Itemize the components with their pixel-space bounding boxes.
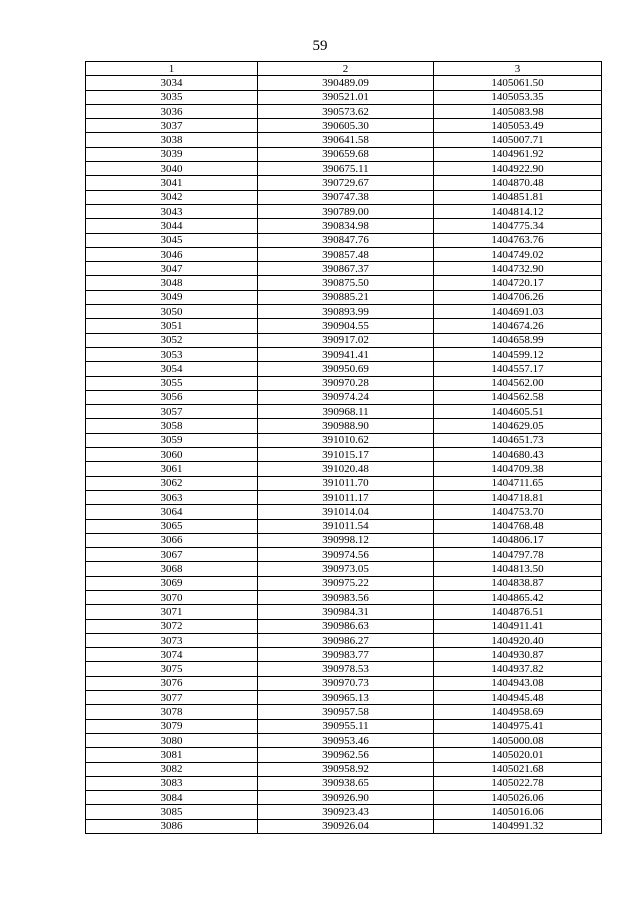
cell-x-coordinate: 390988.90 [258, 419, 434, 433]
cell-x-coordinate: 390489.09 [258, 76, 434, 90]
table-row [86, 505, 602, 519]
table-row [86, 219, 602, 233]
cell-point-number: 3038 [86, 133, 258, 147]
cell-x-coordinate: 391020.48 [258, 462, 434, 476]
table-row [86, 705, 602, 719]
cell-x-coordinate: 390573.62 [258, 104, 434, 118]
table-row [86, 476, 602, 490]
cell-x-coordinate: 390983.77 [258, 648, 434, 662]
cell-y-coordinate: 1404814.12 [434, 204, 602, 218]
cell-x-coordinate: 390729.67 [258, 176, 434, 190]
cell-x-coordinate: 390983.56 [258, 590, 434, 604]
cell-point-number: 3066 [86, 533, 258, 547]
table-row [86, 190, 602, 204]
cell-point-number: 3080 [86, 733, 258, 747]
table-row [86, 590, 602, 604]
cell-point-number: 3044 [86, 219, 258, 233]
cell-point-number: 3077 [86, 691, 258, 705]
cell-point-number: 3064 [86, 505, 258, 519]
cell-point-number: 3082 [86, 762, 258, 776]
cell-y-coordinate: 1404562.58 [434, 390, 602, 404]
cell-x-coordinate: 390955.11 [258, 719, 434, 733]
table-row [86, 405, 602, 419]
cell-y-coordinate: 1404911.41 [434, 619, 602, 633]
cell-x-coordinate: 390875.50 [258, 276, 434, 290]
cell-y-coordinate: 1404562.00 [434, 376, 602, 390]
cell-y-coordinate: 1404658.99 [434, 333, 602, 347]
table-row [86, 133, 602, 147]
cell-y-coordinate: 1404651.73 [434, 433, 602, 447]
cell-y-coordinate: 1404753.70 [434, 505, 602, 519]
cell-point-number: 3045 [86, 233, 258, 247]
cell-point-number: 3062 [86, 476, 258, 490]
cell-x-coordinate: 390926.90 [258, 791, 434, 805]
table-row [86, 576, 602, 590]
cell-point-number: 3035 [86, 90, 258, 104]
cell-x-coordinate: 390867.37 [258, 262, 434, 276]
cell-y-coordinate: 1404945.48 [434, 691, 602, 705]
table-row [86, 319, 602, 333]
cell-y-coordinate: 1404937.82 [434, 662, 602, 676]
cell-x-coordinate: 391011.54 [258, 519, 434, 533]
cell-point-number: 3079 [86, 719, 258, 733]
cell-y-coordinate: 1404838.87 [434, 576, 602, 590]
cell-y-coordinate: 1404943.08 [434, 676, 602, 690]
cell-y-coordinate: 1404763.76 [434, 233, 602, 247]
table-row [86, 533, 602, 547]
cell-y-coordinate: 1404958.69 [434, 705, 602, 719]
table-row [86, 290, 602, 304]
cell-x-coordinate: 390641.58 [258, 133, 434, 147]
cell-point-number: 3046 [86, 247, 258, 261]
cell-y-coordinate: 1404709.38 [434, 462, 602, 476]
table-header [86, 62, 602, 76]
cell-point-number: 3067 [86, 548, 258, 562]
cell-x-coordinate: 390958.92 [258, 762, 434, 776]
cell-x-coordinate: 390938.65 [258, 776, 434, 790]
cell-point-number: 3084 [86, 791, 258, 805]
table-body [86, 76, 602, 834]
table-row [86, 662, 602, 676]
cell-point-number: 3041 [86, 176, 258, 190]
cell-point-number: 3037 [86, 119, 258, 133]
cell-point-number: 3063 [86, 490, 258, 504]
cell-point-number: 3055 [86, 376, 258, 390]
table-row [86, 605, 602, 619]
table-row [86, 362, 602, 376]
cell-point-number: 3060 [86, 448, 258, 462]
cell-x-coordinate: 390605.30 [258, 119, 434, 133]
cell-x-coordinate: 390974.24 [258, 390, 434, 404]
cell-x-coordinate: 390923.43 [258, 805, 434, 819]
table-row [86, 419, 602, 433]
cell-x-coordinate: 390847.76 [258, 233, 434, 247]
cell-point-number: 3052 [86, 333, 258, 347]
table-row [86, 347, 602, 361]
table-row [86, 462, 602, 476]
table-row [86, 648, 602, 662]
cell-y-coordinate: 1405007.71 [434, 133, 602, 147]
cell-y-coordinate: 1404851.81 [434, 190, 602, 204]
cell-y-coordinate: 1404991.32 [434, 819, 602, 833]
table-row [86, 548, 602, 562]
cell-x-coordinate: 390857.48 [258, 247, 434, 261]
cell-x-coordinate: 390789.00 [258, 204, 434, 218]
cell-point-number: 3047 [86, 262, 258, 276]
table-row [86, 233, 602, 247]
table-row [86, 791, 602, 805]
cell-x-coordinate: 390970.28 [258, 376, 434, 390]
cell-y-coordinate: 1404557.17 [434, 362, 602, 376]
cell-y-coordinate: 1405026.06 [434, 791, 602, 805]
cell-x-coordinate: 390986.27 [258, 633, 434, 647]
cell-y-coordinate: 1404975.41 [434, 719, 602, 733]
cell-x-coordinate: 390974.56 [258, 548, 434, 562]
table-row [86, 633, 602, 647]
cell-x-coordinate: 390984.31 [258, 605, 434, 619]
cell-x-coordinate: 391010.62 [258, 433, 434, 447]
cell-y-coordinate: 1404870.48 [434, 176, 602, 190]
cell-x-coordinate: 390968.11 [258, 405, 434, 419]
table-row [86, 119, 602, 133]
table-row [86, 204, 602, 218]
cell-x-coordinate: 390521.01 [258, 90, 434, 104]
cell-y-coordinate: 1404711.65 [434, 476, 602, 490]
cell-y-coordinate: 1405016.06 [434, 805, 602, 819]
cell-point-number: 3072 [86, 619, 258, 633]
cell-y-coordinate: 1404680.43 [434, 448, 602, 462]
table-row [86, 76, 602, 90]
cell-y-coordinate: 1404599.12 [434, 347, 602, 361]
cell-y-coordinate: 1405053.35 [434, 90, 602, 104]
cell-point-number: 3068 [86, 562, 258, 576]
cell-point-number: 3071 [86, 605, 258, 619]
cell-y-coordinate: 1405053.49 [434, 119, 602, 133]
cell-x-coordinate: 390998.12 [258, 533, 434, 547]
cell-x-coordinate: 390975.22 [258, 576, 434, 590]
cell-x-coordinate: 390950.69 [258, 362, 434, 376]
cell-point-number: 3081 [86, 748, 258, 762]
cell-y-coordinate: 1404961.92 [434, 147, 602, 161]
table-row [86, 691, 602, 705]
cell-y-coordinate: 1405000.08 [434, 733, 602, 747]
table-row [86, 676, 602, 690]
table-row [86, 276, 602, 290]
cell-y-coordinate: 1404706.26 [434, 290, 602, 304]
cell-y-coordinate: 1404930.87 [434, 648, 602, 662]
table-row [86, 776, 602, 790]
cell-x-coordinate: 390962.56 [258, 748, 434, 762]
cell-y-coordinate: 1404813.50 [434, 562, 602, 576]
cell-y-coordinate: 1404768.48 [434, 519, 602, 533]
table-row [86, 519, 602, 533]
column-header-x-coordinate: 2 [258, 62, 434, 76]
cell-x-coordinate: 390941.41 [258, 347, 434, 361]
table-row [86, 104, 602, 118]
cell-point-number: 3057 [86, 405, 258, 419]
cell-x-coordinate: 390659.68 [258, 147, 434, 161]
table-row [86, 376, 602, 390]
table-row [86, 490, 602, 504]
cell-point-number: 3042 [86, 190, 258, 204]
cell-y-coordinate: 1404605.51 [434, 405, 602, 419]
table-row [86, 162, 602, 176]
cell-x-coordinate: 390893.99 [258, 305, 434, 319]
table-row [86, 333, 602, 347]
table-row [86, 819, 602, 833]
cell-point-number: 3078 [86, 705, 258, 719]
cell-y-coordinate: 1404674.26 [434, 319, 602, 333]
cell-point-number: 3054 [86, 362, 258, 376]
cell-point-number: 3073 [86, 633, 258, 647]
cell-x-coordinate: 390986.63 [258, 619, 434, 633]
cell-point-number: 3043 [86, 204, 258, 218]
cell-x-coordinate: 390953.46 [258, 733, 434, 747]
cell-x-coordinate: 390957.58 [258, 705, 434, 719]
cell-y-coordinate: 1405020.01 [434, 748, 602, 762]
cell-y-coordinate: 1405022.78 [434, 776, 602, 790]
cell-point-number: 3058 [86, 419, 258, 433]
cell-point-number: 3083 [86, 776, 258, 790]
coordinates-table [85, 61, 602, 834]
cell-point-number: 3053 [86, 347, 258, 361]
cell-y-coordinate: 1405061.50 [434, 76, 602, 90]
cell-y-coordinate: 1404922.90 [434, 162, 602, 176]
cell-y-coordinate: 1405083.98 [434, 104, 602, 118]
cell-point-number: 3075 [86, 662, 258, 676]
cell-x-coordinate: 390834.98 [258, 219, 434, 233]
table-row [86, 90, 602, 104]
cell-point-number: 3036 [86, 104, 258, 118]
table-row [86, 619, 602, 633]
table-row [86, 305, 602, 319]
cell-x-coordinate: 391014.04 [258, 505, 434, 519]
cell-x-coordinate: 391011.17 [258, 490, 434, 504]
cell-x-coordinate: 390747.38 [258, 190, 434, 204]
cell-y-coordinate: 1404720.17 [434, 276, 602, 290]
table-row [86, 762, 602, 776]
cell-point-number: 3074 [86, 648, 258, 662]
table-row [86, 390, 602, 404]
cell-x-coordinate: 391015.17 [258, 448, 434, 462]
cell-point-number: 3048 [86, 276, 258, 290]
cell-y-coordinate: 1404718.81 [434, 490, 602, 504]
cell-point-number: 3086 [86, 819, 258, 833]
cell-x-coordinate: 390904.55 [258, 319, 434, 333]
cell-y-coordinate: 1404865.42 [434, 590, 602, 604]
cell-point-number: 3049 [86, 290, 258, 304]
cell-x-coordinate: 390917.02 [258, 333, 434, 347]
cell-point-number: 3040 [86, 162, 258, 176]
cell-point-number: 3069 [86, 576, 258, 590]
cell-point-number: 3034 [86, 76, 258, 90]
cell-y-coordinate: 1404797.78 [434, 548, 602, 562]
cell-y-coordinate: 1404876.51 [434, 605, 602, 619]
cell-point-number: 3076 [86, 676, 258, 690]
table-row [86, 433, 602, 447]
column-header-point-number: 1 [86, 62, 258, 76]
cell-point-number: 3061 [86, 462, 258, 476]
table-row [86, 448, 602, 462]
cell-x-coordinate: 391011.70 [258, 476, 434, 490]
cell-point-number: 3059 [86, 433, 258, 447]
table-row [86, 719, 602, 733]
table-row [86, 805, 602, 819]
cell-point-number: 3039 [86, 147, 258, 161]
column-header-y-coordinate: 3 [434, 62, 602, 76]
cell-y-coordinate: 1404691.03 [434, 305, 602, 319]
cell-x-coordinate: 390973.05 [258, 562, 434, 576]
table-row [86, 247, 602, 261]
cell-y-coordinate: 1404920.40 [434, 633, 602, 647]
table-row [86, 176, 602, 190]
cell-y-coordinate: 1404732.90 [434, 262, 602, 276]
page-number: 59 [312, 38, 328, 54]
cell-y-coordinate: 1404749.02 [434, 247, 602, 261]
cell-x-coordinate: 390965.13 [258, 691, 434, 705]
cell-x-coordinate: 390978.53 [258, 662, 434, 676]
header-row [86, 62, 602, 76]
cell-y-coordinate: 1404806.17 [434, 533, 602, 547]
cell-point-number: 3051 [86, 319, 258, 333]
cell-x-coordinate: 390885.21 [258, 290, 434, 304]
cell-point-number: 3056 [86, 390, 258, 404]
cell-point-number: 3050 [86, 305, 258, 319]
cell-x-coordinate: 390926.04 [258, 819, 434, 833]
table-row [86, 562, 602, 576]
cell-y-coordinate: 1404775.34 [434, 219, 602, 233]
cell-x-coordinate: 390970.73 [258, 676, 434, 690]
cell-y-coordinate: 1405021.68 [434, 762, 602, 776]
cell-point-number: 3065 [86, 519, 258, 533]
table-row [86, 262, 602, 276]
cell-y-coordinate: 1404629.05 [434, 419, 602, 433]
table-row [86, 147, 602, 161]
cell-point-number: 3085 [86, 805, 258, 819]
table-row [86, 733, 602, 747]
cell-point-number: 3070 [86, 590, 258, 604]
table-row [86, 748, 602, 762]
cell-x-coordinate: 390675.11 [258, 162, 434, 176]
